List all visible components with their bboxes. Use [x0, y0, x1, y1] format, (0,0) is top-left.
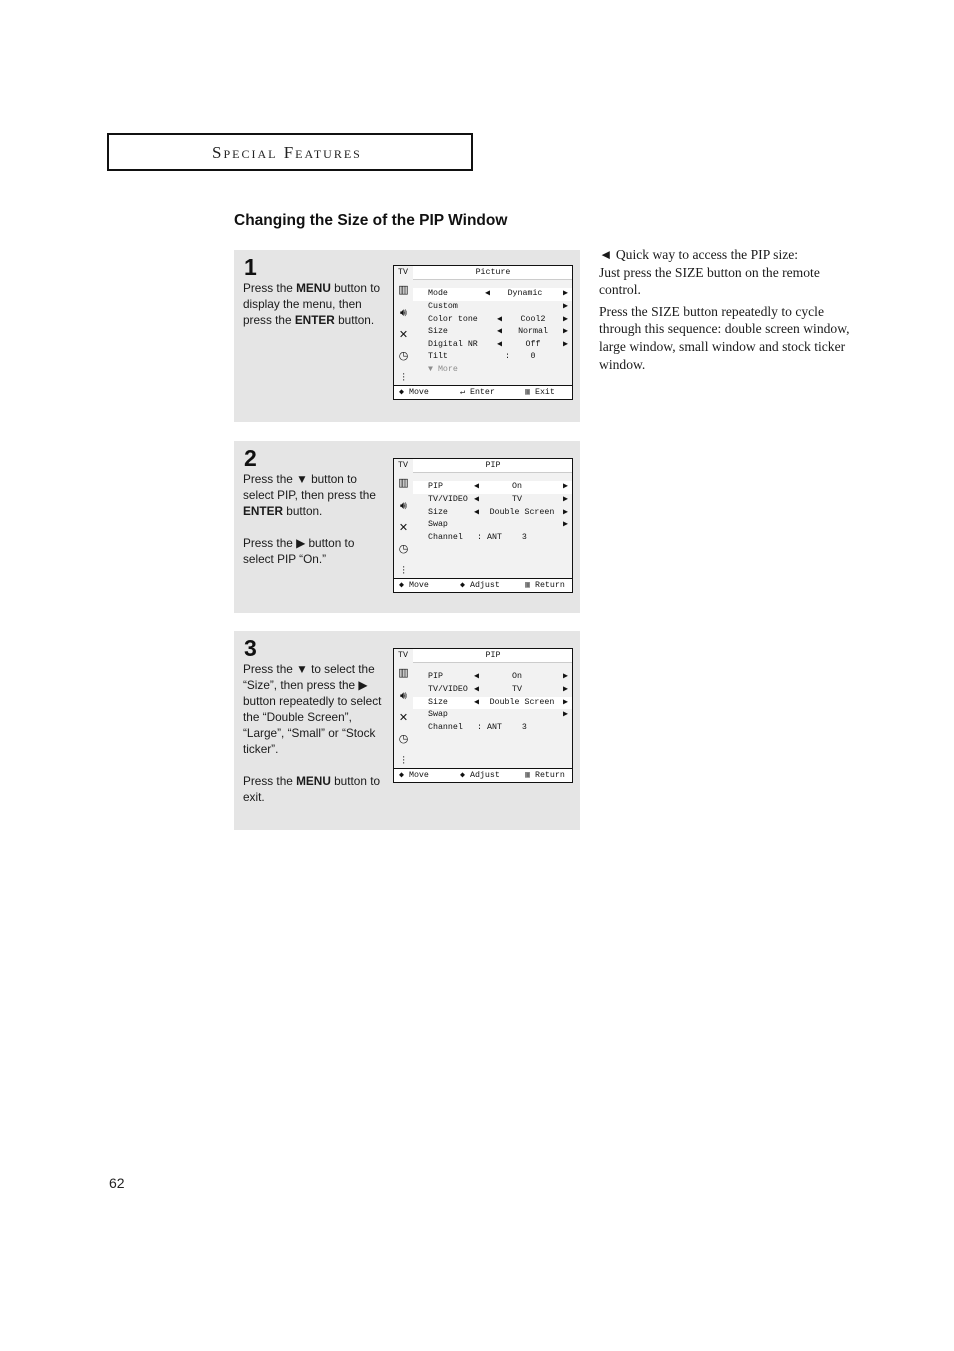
move-hint: ◆ Move — [399, 581, 429, 590]
side-note — [599, 246, 855, 377]
step-3-instructions: Press the ▼ to select the “Size”, then press the ▶ button repeatedly to select the “Double Screen”, “Large”, “Small” or “Stock ticker”. Press the MENU button to exit. — [243, 662, 382, 804]
step-number: 2 — [244, 445, 257, 471]
tv-menu-screen-pip-size — [393, 648, 573, 783]
channel-icon: ✕ — [398, 328, 409, 341]
picture-icon: ▥ — [398, 666, 409, 679]
return-hint: ▥ Return — [525, 581, 565, 590]
menu-help-bar — [394, 385, 572, 399]
picture-icon: ▥ — [398, 476, 409, 489]
menu-icon-column — [394, 663, 413, 768]
menu-row: Size ◀ Double Screen ▶ — [428, 507, 568, 517]
step-2-instructions: Press the ▼ button to select PIP, then press the ENTER button. Press the ▶ button to select PIP “On.” — [243, 472, 376, 566]
menu-rows — [413, 280, 572, 385]
menu-row: TV/VIDEO ◀ TV ▶ — [428, 495, 568, 504]
menu-row: Color tone ◀ Cool2 ▶ — [428, 314, 568, 324]
tv-menu-screen-picture — [393, 265, 573, 400]
adjust-hint: ◆ Adjust — [460, 771, 500, 780]
menu-row: Swap ▶ — [428, 710, 568, 719]
menu-title: Picture — [475, 268, 511, 277]
setup-icon: ⫶ — [402, 371, 405, 384]
menu-row: Digital NR ◀ Off ▶ — [428, 339, 568, 349]
sound-icon: 🔊︎ — [400, 689, 407, 702]
time-icon: ◷ — [398, 542, 409, 555]
page-title: Changing the Size of the PIP Window — [234, 212, 508, 229]
menu-help-bar — [394, 768, 572, 782]
step-2-panel — [234, 441, 580, 613]
menu-row: Channel : ANT 3 — [428, 722, 527, 732]
size-cycle-note: Press the SIZE button repeatedly to cycle through this sequence: double screen window, large window, small window and stock ticker window. — [599, 303, 850, 372]
step-1-instructions: Press the MENU button to display the menu, then press the ENTER button. — [243, 281, 381, 327]
exit-hint: ▥ Exit — [525, 388, 555, 397]
tv-label: TV — [398, 268, 408, 277]
page-number: 62 — [109, 1175, 125, 1191]
move-hint: ◆ Move — [399, 771, 429, 780]
time-icon: ◷ — [398, 349, 409, 362]
menu-row-more: ▼ More — [428, 365, 458, 374]
step-number: 1 — [244, 254, 257, 280]
menu-row: Swap ▶ — [428, 520, 568, 529]
menu-rows — [413, 473, 572, 578]
step-1-panel — [234, 250, 580, 422]
sound-icon: 🔊︎ — [400, 306, 407, 319]
menu-row: Tilt : 0 — [428, 352, 536, 361]
menu-title: PIP — [485, 461, 501, 470]
sound-icon: 🔊︎ — [400, 499, 407, 512]
adjust-hint: ◆ Adjust — [460, 581, 500, 590]
return-hint: ▥ Return — [525, 771, 565, 780]
step-3-panel — [234, 631, 580, 830]
picture-icon: ▥ — [398, 283, 409, 296]
menu-row: Size ◀ Double Screen ▶ — [413, 697, 572, 710]
time-icon: ◷ — [398, 732, 409, 745]
menu-help-bar — [394, 578, 572, 592]
channel-icon: ✕ — [398, 711, 409, 724]
setup-icon: ⫶ — [402, 564, 405, 577]
menu-row: PIP ◀ On ▶ — [413, 481, 572, 494]
menu-row: PIP ◀ On ▶ — [428, 672, 568, 681]
move-hint: ◆ Move — [399, 388, 429, 397]
menu-rows — [413, 663, 572, 768]
tv-label: TV — [398, 461, 408, 470]
menu-icon-column — [394, 473, 413, 578]
menu-icon-column — [394, 280, 413, 385]
menu-row: Custom ▶ — [428, 302, 568, 311]
section-header-title: Special Features — [212, 143, 362, 162]
quick-tip-detail: Just press the SIZE button on the remote control. — [599, 264, 820, 298]
step-number: 3 — [244, 635, 257, 661]
channel-icon: ✕ — [398, 521, 409, 534]
section-header-box — [107, 133, 473, 171]
menu-row: TV/VIDEO ◀ TV ▶ — [428, 685, 568, 694]
enter-hint: ↵ Enter — [460, 388, 495, 397]
menu-row: Channel : ANT 3 — [428, 532, 527, 542]
menu-title: PIP — [485, 651, 501, 660]
tv-menu-screen-pip — [393, 458, 573, 593]
tv-label: TV — [398, 651, 408, 660]
quick-tip-line: ◄ Quick way to access the PIP size: — [599, 247, 799, 262]
menu-row: Size ◀ Normal ▶ — [428, 327, 568, 336]
setup-icon: ⫶ — [402, 754, 405, 767]
menu-row: Mode ◀ Dynamic ▶ — [413, 288, 572, 301]
